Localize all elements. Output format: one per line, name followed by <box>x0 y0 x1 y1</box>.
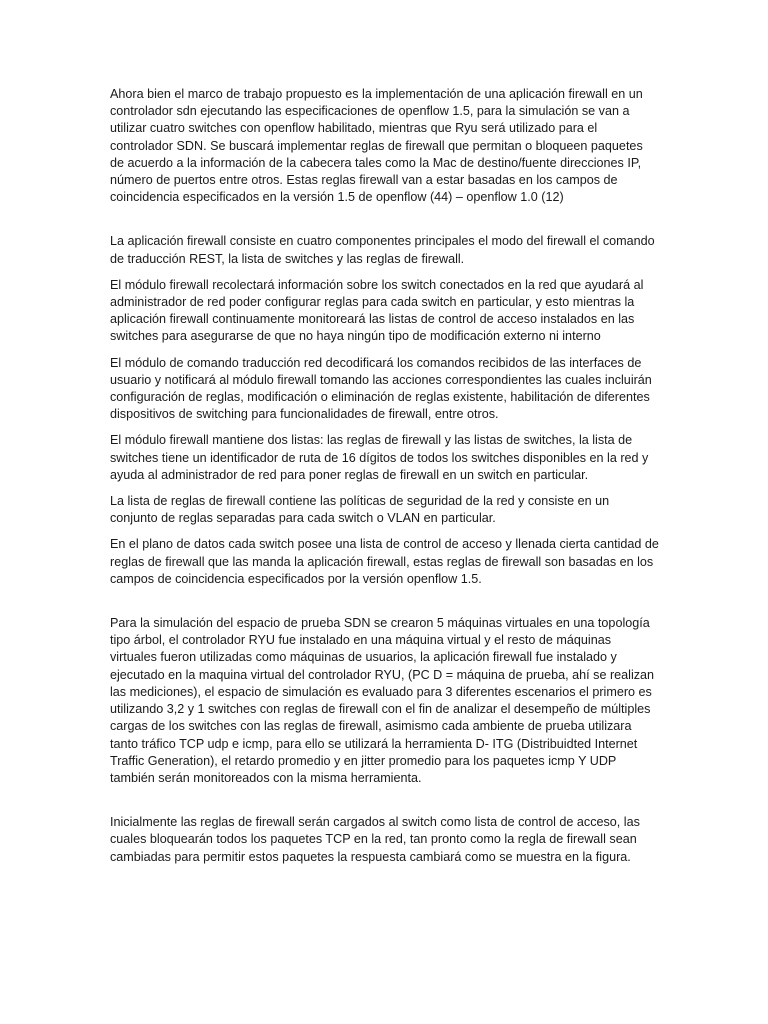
paragraph-framework: Ahora bien el marco de trabajo propuesto es la implementación de una aplicación firewall en un controlador sdn ejecutando las especificaciones de openflow 1.5, para la simulación se van a utilizar cuatro switches con openflow habilitado, mientras que Ryu será utilizado para el controlador SDN. Se buscará implementar reglas de firewall que permitan o bloqueen paquetes de acuerdo a la información de la cabecera tales como la Mac de destino/fuente direcciones IP, número de puertos entre otros. Estas reglas firewall van a estar basadas en los campos de coincidencia especificados en la versión 1.5 de openflow (44) – openflow 1.0 (12) <box>110 87 643 205</box>
paragraph-firewall-module: El módulo firewall recolectará información sobre los switch conectados en la red que ayudará al administrador de red poder configurar reglas para cada switch en particular, y esto mientras la aplicación firewall continuamente monitoreará las listas de control de acceso instalados en las switches para asegurarse de que no haya ningún tipo de modificación externo ni interno <box>110 277 644 344</box>
paragraph-two-lists: El módulo firewall mantiene dos listas: las reglas de firewall y las listas de switches, la lista de switches tiene un identificador de ruta de 16 dígitos de todos los switches disponibles en la red y ayuda al administrador de red para poner reglas de firewall en un switch en particular. <box>110 433 649 482</box>
paragraph-simulation: Para la simulación del espacio de prueba SDN se crearon 5 máquinas virtuales en una topología tipo árbol, el controlador RYU fue instalado en una máquina virtual y el resto de máquinas virtuales fueron utilizadas como máquinas de usuarios, la aplicación firewall fue instalado y ejecutado en la maquina virtual del controlador RYU, (PC D = máquina de prueba, ahí se realizan las mediciones), el espacio de simulación es evaluado para 3 diferentes escenarios el primero es utilizando 3,2 y 1 switches con reglas de firewall con el fin de analizar el desempeño de múltiples cargas de los switches con las reglas de firewall, asimismo cada ambiente de prueba utilizara tanto tráfico TCP udp e icmp, para ello se utilizará la herramienta D- ITG (Distribuidted Internet Traffic Generation), el retardo promedio y en jitter promedio para los paquetes icmp Y UDP también serán monitoreados con la misma herramienta. <box>110 616 655 785</box>
document-body <box>110 86 660 866</box>
paragraph-command-module: El módulo de comando traducción red decodificará los comandos recibidos de las interfaces de usuario y notificará al módulo firewall tomando las acciones correspondientes las cuales incluirán configuración de reglas, modificación o eliminación de reglas existente, habilitación de diferentes dispositivos de switching para funcionalidades de firewall, entre otros. <box>110 355 652 422</box>
paragraph-data-plane: En el plano de datos cada switch posee una lista de control de acceso y llenada cierta cantidad de reglas de firewall que las manda la aplicación firewall, estas reglas de firewall son basadas en los campos de coincidencia especificados por la versión openflow 1.5. <box>110 537 659 586</box>
paragraph-components: La aplicación firewall consiste en cuatro componentes principales el modo del firewall el comando de traducción REST, la lista de switches y las reglas de firewall. <box>110 234 655 266</box>
paragraph-rules-list: La lista de reglas de firewall contiene las políticas de seguridad de la red y consiste en un conjunto de reglas separadas para cada switch o VLAN en particular. <box>110 494 610 526</box>
paragraph-initial-rules: Inicialmente las reglas de firewall serán cargados al switch como lista de control de acceso, las cuales bloquearán todos los paquetes TCP en la red, tan pronto como la regla de firewall sean cambiadas para permitir estos paquetes la respuesta cambiará como se muestra en la figura. <box>110 815 640 864</box>
